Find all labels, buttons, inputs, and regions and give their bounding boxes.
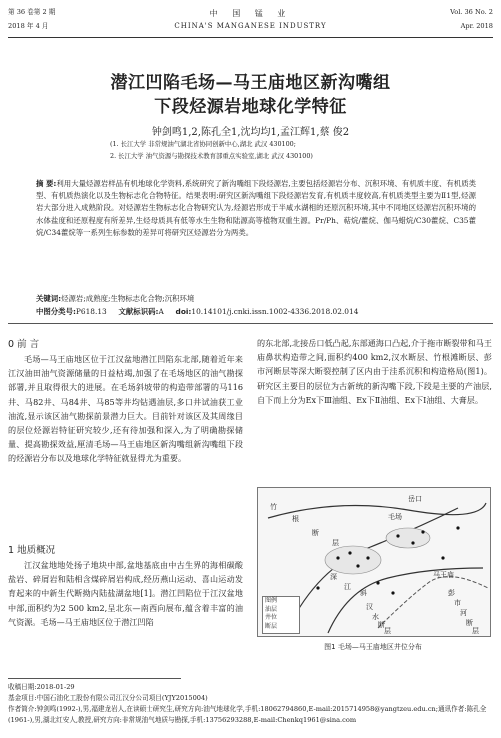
legend-fault: 断层	[265, 622, 278, 630]
oil-zone	[325, 546, 381, 574]
journal-name-en: CHINA'S MANGANESE INDUSTRY	[174, 22, 327, 30]
legend-title: 图例	[265, 597, 278, 604]
affiliation-1: (1. 长江大学 非常规油气湖北省协同创新中心,湖北 武汉 430100;	[110, 140, 296, 148]
section-0-title: 0 前 言	[8, 339, 40, 350]
map-label-mawangmiao: 马王庙	[433, 571, 454, 579]
abstract-rule	[8, 323, 493, 324]
abstract	[36, 178, 476, 239]
footnote-rule	[8, 678, 181, 679]
map-label-xie: 斜	[360, 589, 367, 597]
received-date: 收稿日期:2018-01-29	[8, 683, 75, 691]
clc-label: 中图分类号:	[36, 307, 76, 316]
journal-issue: 第 36 卷第 2 期	[8, 8, 56, 16]
map-label-yuekou: 岳口	[408, 495, 422, 503]
legend-oil: 油层	[265, 605, 278, 613]
map-label-shen: 深	[330, 573, 337, 581]
doi-label: doi:	[175, 307, 192, 316]
authors: 钟剑鸣1,2,陈孔全1,沈均均1,孟江辉1,蔡 俊2	[151, 127, 350, 138]
paper-title-line2: 下段烃源岩地球化学特征	[154, 97, 347, 117]
classification-line	[36, 306, 476, 318]
figure-caption: 图1 毛场—马王庙地区井位分布	[324, 643, 422, 651]
keywords	[36, 293, 476, 305]
abstract-text: 利用大量烃源岩样品有机地球化学资料,系统研究了新沟嘴组下段烃源岩,主要包括烃源岩分布、沉积环境、有机质丰度、有机质类型、有机质热演化以及生物标志化合物特征。结果表明:研究区新沟嘴组下段烃源岩发育,有机质丰度较高,有机质类型主要为Ⅱ1型,烃源岩大部分进入成熟阶段。对烃源岩生物标志化合物研究认为,烃源岩形成于半咸水湖相的还原沉积环境,其中不同地区烃源岩沉积环境的水体盐度和还原程度有所差异,生烃母质具有低等水生生物和陆源高等植物双重生源。Pr/Ph、萜烷/藿烷、伽马蜡烷/C30藿烷、C35藿烷/C34藿烷等一系列生标参数的差异可将研究区烃源岩分为两类。	[36, 179, 476, 237]
map-label-shui: 水	[372, 613, 379, 621]
affiliation-2: 2. 长江大学 油气资源与勘探技术教育部重点实验室,湖北 武汉 430100)	[110, 152, 313, 160]
keywords-label: 关键词:	[36, 294, 62, 303]
map-label-shi: 市	[454, 599, 461, 607]
map-label-zhu: 竹	[270, 503, 277, 511]
map-label-ceng: 层	[332, 539, 339, 547]
map-label-duan-3: 断	[378, 621, 385, 629]
clc-value: P618.13	[75, 307, 107, 316]
abstract-label: 摘 要:	[36, 179, 57, 188]
map-label-jiang: 江	[344, 583, 351, 591]
well-location-map	[257, 487, 491, 637]
section-1-body: 江汉盆地地处扬子地块中部,盆地基底由中古生界的海相碳酸盐岩、碎屑岩和陆相含煤碎屑岩构成,经历燕山运动、喜山运动发育起来的中新生代断拗内陆盐湖盆地[1]。潜江凹陷位于江汉盆地中部,面积约为2 500 km2,呈北东—南西向展布,蕴含着丰富的油气资源。毛场—马王庙地区位于潜江凹陷	[8, 560, 243, 627]
section-0-body: 毛场—马王庙地区位于江汉盆地潜江凹陷东北部,随着近年来江汉油田油气资源储量的日益枯竭,加强了在毛场地区的油气勘探部署,并且取得很大的进展。在毛场斜坡带的构造带部署的马116井、马82井、马84井、马85等井均钻遇油层,多口井试油获工业油流,显示该区油气勘探前景潜力巨大。目前针对该区及其周缘目的层位烃源岩特征研究较少,还有待加强和深入,为了明确勘探储量、提高勘探效益,厘清毛场—马王庙地区新沟嘴组新沟嘴组下段的烃源岩分布以及地球化学特征就显得尤为重要。	[8, 354, 243, 464]
journal-month: Apr. 2018	[460, 22, 493, 30]
doi-value: 10.14101/j.cnki.issn.1002-4336.2018.02.014	[191, 307, 359, 316]
map-label-peng: 彭	[448, 589, 455, 597]
keywords-text: 烃源岩;成熟度;生物标志化合物;沉积环境	[61, 294, 195, 303]
paper-title-line1: 潜江凹陷毛场—马王庙地区新沟嘴组	[110, 73, 391, 93]
fund-info: 基金项目:中国石油化工股份有限公司江汉分公司项目(YJY2015004)	[8, 694, 208, 702]
doc-label: 文献标识码:	[118, 307, 159, 316]
journal-volume: Vol. 36 No. 2	[450, 8, 493, 16]
map-label-duan: 断	[312, 529, 319, 537]
map-label-ceng-2: 层	[472, 627, 479, 635]
map-label-han: 汉	[366, 603, 373, 611]
section-1-title: 1 地质概况	[8, 545, 56, 556]
doc-value: A	[158, 307, 164, 316]
map-legend	[262, 596, 300, 634]
journal-name-cn: 中 国 锰 业	[209, 9, 292, 18]
author-bio: 作者简介:钟剑鸣(1992-),男,福建龙岩人,在读硕士研究生,研究方向:油气地球化学,手机:18062794860,E-mail:2015714958@yangtzeu.edu.cn;通讯作者:陈孔全(1961-),男,湖北红安人,教授,研究方向:非常规油气地质与勘探,手机:13756293288,E-mail:Chenkq1961@sina.com	[8, 705, 487, 724]
section-1-continued: 的东北部,北接岳口低凸起,东部通海口凸起,介于拖市断裂带和马王庙鼻状构造带之间,面积约400 km2,汉水断层、竹根滩断层、彭市河断层等深大断裂控制了区内由于洼系沉积和构造格局(图1)。研究区主要目的层位为古新统的新沟嘴下段,下段是主要的产油层,自下而上分为Ex下Ⅲ油组、Ex下Ⅱ油组、Ex下Ⅰ油组、大膏层。	[257, 338, 492, 405]
legend-well: 井位	[265, 614, 278, 621]
map-label-duan-2: 断	[466, 619, 473, 627]
map-label-he: 河	[460, 609, 467, 617]
journal-date: 2018 年 4 月	[8, 22, 49, 30]
map-label-gen: 根	[292, 515, 299, 523]
map-label-ceng-3: 层	[384, 627, 391, 635]
header-rule	[8, 37, 493, 38]
map-label-maochang: 毛场	[388, 513, 402, 521]
